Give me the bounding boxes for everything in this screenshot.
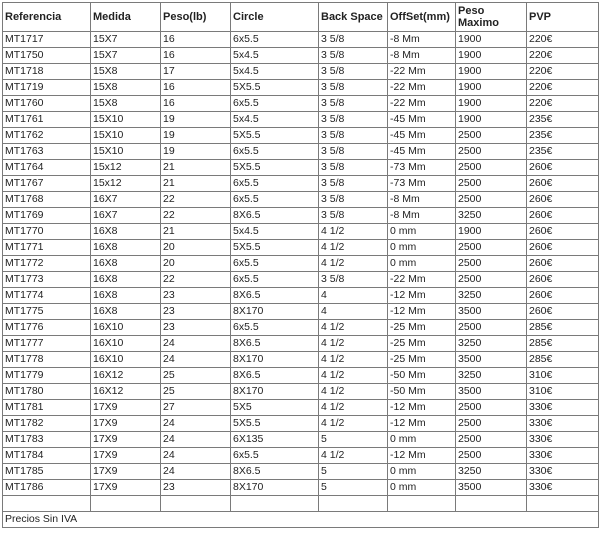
cell-peso-maximo: 2500	[456, 432, 527, 448]
cell-medida: 17X9	[91, 432, 161, 448]
cell-offset: -12 Mm	[388, 416, 456, 432]
cell-pvp: 260€	[527, 272, 599, 288]
cell-back-space: 4 1/2	[319, 416, 388, 432]
cell-circle: 5X5	[231, 400, 319, 416]
cell-pvp: 260€	[527, 304, 599, 320]
cell-peso-maximo: 1900	[456, 64, 527, 80]
cell-peso: 20	[161, 240, 231, 256]
cell-circle: 6x5.5	[231, 176, 319, 192]
cell-back-space: 4 1/2	[319, 224, 388, 240]
cell-peso-maximo: 2500	[456, 416, 527, 432]
table-row	[3, 432, 599, 448]
cell-peso-maximo: 2500	[456, 256, 527, 272]
cell-circle: 5x4.5	[231, 64, 319, 80]
cell-back-space: 4 1/2	[319, 352, 388, 368]
table-row	[3, 224, 599, 240]
cell-circle: 5x4.5	[231, 224, 319, 240]
cell-pvp: 330€	[527, 448, 599, 464]
header-peso: Peso(lb)	[161, 3, 231, 32]
cell-peso: 24	[161, 352, 231, 368]
cell-offset: -8 Mm	[388, 48, 456, 64]
cell-referencia: MT1779	[3, 368, 91, 384]
cell-referencia: MT1771	[3, 240, 91, 256]
table-row	[3, 320, 599, 336]
cell-pvp: 235€	[527, 144, 599, 160]
cell-circle: 8X6.5	[231, 336, 319, 352]
cell-referencia: MT1770	[3, 224, 91, 240]
table-row	[3, 288, 599, 304]
cell-peso-maximo: 3500	[456, 352, 527, 368]
empty-row	[3, 496, 599, 512]
cell-medida: 15X10	[91, 128, 161, 144]
cell-referencia: MT1764	[3, 160, 91, 176]
cell-circle: 6x5.5	[231, 320, 319, 336]
cell-pvp: 235€	[527, 128, 599, 144]
cell-peso-maximo: 2500	[456, 240, 527, 256]
cell-back-space: 4 1/2	[319, 256, 388, 272]
cell-peso-maximo: 3500	[456, 304, 527, 320]
cell-pvp: 330€	[527, 480, 599, 496]
cell-offset: -22 Mm	[388, 96, 456, 112]
cell-referencia: MT1781	[3, 400, 91, 416]
cell-referencia: MT1762	[3, 128, 91, 144]
cell-circle: 6X135	[231, 432, 319, 448]
cell-peso-maximo: 2500	[456, 128, 527, 144]
cell-offset: -22 Mm	[388, 80, 456, 96]
cell-peso-maximo: 2500	[456, 176, 527, 192]
table-row	[3, 80, 599, 96]
cell-circle: 6x5.5	[231, 96, 319, 112]
header-row	[3, 3, 599, 32]
cell-pvp: 260€	[527, 288, 599, 304]
cell-back-space: 4 1/2	[319, 368, 388, 384]
cell-offset: -8 Mm	[388, 208, 456, 224]
cell-peso-maximo: 1900	[456, 224, 527, 240]
cell-back-space: 4 1/2	[319, 384, 388, 400]
cell-circle: 5X5.5	[231, 240, 319, 256]
cell-referencia: MT1718	[3, 64, 91, 80]
cell-pvp: 220€	[527, 80, 599, 96]
cell-offset: 0 mm	[388, 464, 456, 480]
cell-circle: 5X5.5	[231, 128, 319, 144]
cell-peso: 23	[161, 304, 231, 320]
cell-pvp: 260€	[527, 208, 599, 224]
cell-pvp: 220€	[527, 32, 599, 48]
cell-referencia: MT1776	[3, 320, 91, 336]
table-row	[3, 448, 599, 464]
cell-offset: -25 Mm	[388, 352, 456, 368]
cell-peso: 19	[161, 112, 231, 128]
cell-back-space: 5	[319, 464, 388, 480]
cell-circle: 5x4.5	[231, 112, 319, 128]
cell-pvp: 285€	[527, 352, 599, 368]
cell-referencia: MT1763	[3, 144, 91, 160]
table-row	[3, 96, 599, 112]
table-row	[3, 64, 599, 80]
table-row	[3, 144, 599, 160]
empty-cell	[388, 496, 456, 512]
header-circle: Circle	[231, 3, 319, 32]
cell-peso: 22	[161, 272, 231, 288]
header-back-space: Back Space	[319, 3, 388, 32]
cell-back-space: 4 1/2	[319, 336, 388, 352]
table-row	[3, 112, 599, 128]
table-row	[3, 384, 599, 400]
table-row	[3, 416, 599, 432]
cell-medida: 16X10	[91, 336, 161, 352]
table-row	[3, 304, 599, 320]
cell-circle: 6x5.5	[231, 448, 319, 464]
cell-peso: 24	[161, 464, 231, 480]
footnote: Precios Sin IVA	[3, 512, 599, 528]
cell-peso: 19	[161, 128, 231, 144]
cell-peso-maximo: 1900	[456, 48, 527, 64]
cell-back-space: 3 5/8	[319, 176, 388, 192]
cell-peso-maximo: 3500	[456, 480, 527, 496]
cell-referencia: MT1785	[3, 464, 91, 480]
table-row	[3, 368, 599, 384]
cell-circle: 8X170	[231, 384, 319, 400]
cell-circle: 8X170	[231, 352, 319, 368]
cell-peso: 21	[161, 160, 231, 176]
cell-peso-maximo: 2500	[456, 272, 527, 288]
table-row	[3, 480, 599, 496]
cell-offset: -73 Mm	[388, 176, 456, 192]
cell-peso: 20	[161, 256, 231, 272]
table-row	[3, 208, 599, 224]
cell-peso-maximo: 3250	[456, 208, 527, 224]
cell-medida: 16X10	[91, 320, 161, 336]
cell-offset: -12 Mm	[388, 288, 456, 304]
cell-back-space: 3 5/8	[319, 272, 388, 288]
cell-circle: 8X170	[231, 480, 319, 496]
cell-pvp: 260€	[527, 256, 599, 272]
cell-peso-maximo: 2500	[456, 192, 527, 208]
cell-pvp: 260€	[527, 176, 599, 192]
cell-circle: 8X6.5	[231, 208, 319, 224]
cell-medida: 16X7	[91, 208, 161, 224]
cell-peso: 24	[161, 336, 231, 352]
cell-offset: -45 Mm	[388, 144, 456, 160]
empty-cell	[319, 496, 388, 512]
cell-peso-maximo: 2500	[456, 320, 527, 336]
cell-referencia: MT1774	[3, 288, 91, 304]
cell-medida: 15X8	[91, 64, 161, 80]
cell-medida: 15X7	[91, 32, 161, 48]
cell-referencia: MT1760	[3, 96, 91, 112]
cell-referencia: MT1784	[3, 448, 91, 464]
cell-referencia: MT1777	[3, 336, 91, 352]
cell-offset: -12 Mm	[388, 400, 456, 416]
table-row	[3, 464, 599, 480]
table-row	[3, 48, 599, 64]
table-row	[3, 256, 599, 272]
cell-back-space: 4	[319, 288, 388, 304]
cell-peso: 19	[161, 144, 231, 160]
cell-peso: 21	[161, 176, 231, 192]
cell-medida: 16X10	[91, 352, 161, 368]
cell-medida: 17X9	[91, 464, 161, 480]
cell-offset: -8 Mm	[388, 32, 456, 48]
cell-medida: 15X7	[91, 48, 161, 64]
cell-offset: -22 Mm	[388, 272, 456, 288]
cell-offset: -25 Mm	[388, 336, 456, 352]
cell-pvp: 260€	[527, 192, 599, 208]
cell-peso: 25	[161, 368, 231, 384]
cell-peso: 16	[161, 48, 231, 64]
footnote-row	[3, 512, 599, 528]
cell-offset: -8 Mm	[388, 192, 456, 208]
cell-circle: 8X6.5	[231, 464, 319, 480]
cell-medida: 16X8	[91, 224, 161, 240]
cell-peso-maximo: 3250	[456, 336, 527, 352]
cell-pvp: 260€	[527, 224, 599, 240]
cell-offset: -45 Mm	[388, 128, 456, 144]
cell-medida: 16X8	[91, 272, 161, 288]
cell-peso: 27	[161, 400, 231, 416]
cell-referencia: MT1761	[3, 112, 91, 128]
cell-referencia: MT1775	[3, 304, 91, 320]
cell-peso-maximo: 2500	[456, 160, 527, 176]
cell-medida: 16X12	[91, 384, 161, 400]
table-row	[3, 176, 599, 192]
cell-back-space: 3 5/8	[319, 96, 388, 112]
cell-medida: 15X10	[91, 144, 161, 160]
cell-medida: 15X8	[91, 80, 161, 96]
cell-referencia: MT1768	[3, 192, 91, 208]
cell-pvp: 330€	[527, 464, 599, 480]
cell-peso: 24	[161, 416, 231, 432]
empty-cell	[456, 496, 527, 512]
cell-medida: 16X8	[91, 240, 161, 256]
header-referencia: Referencia	[3, 3, 91, 32]
cell-peso-maximo: 1900	[456, 96, 527, 112]
cell-circle: 6x5.5	[231, 144, 319, 160]
cell-peso-maximo: 2500	[456, 400, 527, 416]
cell-peso: 24	[161, 432, 231, 448]
cell-peso: 22	[161, 208, 231, 224]
cell-referencia: MT1780	[3, 384, 91, 400]
cell-peso-maximo: 3500	[456, 384, 527, 400]
cell-offset: 0 mm	[388, 256, 456, 272]
cell-peso-maximo: 2500	[456, 144, 527, 160]
cell-offset: -45 Mm	[388, 112, 456, 128]
cell-offset: 0 mm	[388, 432, 456, 448]
cell-medida: 15X10	[91, 112, 161, 128]
table-row	[3, 128, 599, 144]
cell-circle: 6x5.5	[231, 192, 319, 208]
header-peso-maximo: Peso Maximo	[456, 3, 527, 32]
cell-peso-maximo: 2500	[456, 448, 527, 464]
cell-peso: 21	[161, 224, 231, 240]
cell-offset: 0 mm	[388, 224, 456, 240]
table-row	[3, 160, 599, 176]
table-row	[3, 400, 599, 416]
cell-referencia: MT1773	[3, 272, 91, 288]
cell-back-space: 5	[319, 480, 388, 496]
cell-peso-maximo: 1900	[456, 80, 527, 96]
cell-pvp: 220€	[527, 48, 599, 64]
empty-cell	[91, 496, 161, 512]
cell-circle: 5x4.5	[231, 48, 319, 64]
cell-back-space: 4	[319, 304, 388, 320]
cell-back-space: 3 5/8	[319, 80, 388, 96]
cell-peso-maximo: 1900	[456, 112, 527, 128]
cell-circle: 5X5.5	[231, 416, 319, 432]
cell-referencia: MT1772	[3, 256, 91, 272]
cell-back-space: 3 5/8	[319, 160, 388, 176]
cell-peso: 24	[161, 448, 231, 464]
cell-peso: 25	[161, 384, 231, 400]
cell-pvp: 220€	[527, 96, 599, 112]
cell-medida: 15x12	[91, 160, 161, 176]
table-row	[3, 352, 599, 368]
cell-back-space: 3 5/8	[319, 144, 388, 160]
cell-referencia: MT1719	[3, 80, 91, 96]
cell-peso-maximo: 3250	[456, 464, 527, 480]
cell-offset: -50 Mm	[388, 368, 456, 384]
cell-peso: 22	[161, 192, 231, 208]
cell-referencia: MT1769	[3, 208, 91, 224]
cell-circle: 6x5.5	[231, 272, 319, 288]
cell-medida: 17X9	[91, 416, 161, 432]
cell-back-space: 3 5/8	[319, 32, 388, 48]
header-pvp: PVP	[527, 3, 599, 32]
cell-offset: -22 Mm	[388, 64, 456, 80]
cell-back-space: 4 1/2	[319, 240, 388, 256]
cell-offset: -25 Mm	[388, 320, 456, 336]
cell-circle: 5X5.5	[231, 80, 319, 96]
table-row	[3, 336, 599, 352]
cell-pvp: 260€	[527, 240, 599, 256]
cell-medida: 17X9	[91, 480, 161, 496]
cell-medida: 16X12	[91, 368, 161, 384]
cell-referencia: MT1786	[3, 480, 91, 496]
cell-circle: 8X170	[231, 304, 319, 320]
table-row	[3, 32, 599, 48]
cell-medida: 16X8	[91, 304, 161, 320]
cell-peso-maximo: 3250	[456, 288, 527, 304]
cell-medida: 15x12	[91, 176, 161, 192]
cell-back-space: 3 5/8	[319, 192, 388, 208]
cell-back-space: 5	[319, 432, 388, 448]
empty-cell	[3, 496, 91, 512]
cell-offset: -50 Mm	[388, 384, 456, 400]
cell-medida: 17X9	[91, 448, 161, 464]
cell-back-space: 3 5/8	[319, 208, 388, 224]
cell-peso: 16	[161, 32, 231, 48]
price-table	[2, 2, 599, 528]
cell-back-space: 3 5/8	[319, 128, 388, 144]
cell-medida: 15X8	[91, 96, 161, 112]
cell-referencia: MT1767	[3, 176, 91, 192]
cell-medida: 16X7	[91, 192, 161, 208]
cell-circle: 8X6.5	[231, 368, 319, 384]
cell-medida: 16X8	[91, 288, 161, 304]
cell-back-space: 4 1/2	[319, 320, 388, 336]
cell-back-space: 4 1/2	[319, 400, 388, 416]
cell-peso-maximo: 1900	[456, 32, 527, 48]
cell-peso: 23	[161, 320, 231, 336]
cell-pvp: 330€	[527, 432, 599, 448]
cell-pvp: 330€	[527, 416, 599, 432]
cell-back-space: 4 1/2	[319, 448, 388, 464]
cell-back-space: 3 5/8	[319, 64, 388, 80]
cell-pvp: 220€	[527, 64, 599, 80]
cell-back-space: 3 5/8	[319, 112, 388, 128]
cell-pvp: 310€	[527, 368, 599, 384]
header-offset: OffSet(mm)	[388, 3, 456, 32]
cell-offset: -12 Mm	[388, 304, 456, 320]
cell-peso: 16	[161, 96, 231, 112]
cell-back-space: 3 5/8	[319, 48, 388, 64]
cell-pvp: 260€	[527, 160, 599, 176]
cell-offset: 0 mm	[388, 480, 456, 496]
cell-offset: 0 mm	[388, 240, 456, 256]
cell-pvp: 285€	[527, 336, 599, 352]
cell-circle: 6x5.5	[231, 32, 319, 48]
cell-offset: -73 Mm	[388, 160, 456, 176]
cell-peso: 17	[161, 64, 231, 80]
cell-referencia: MT1783	[3, 432, 91, 448]
cell-pvp: 310€	[527, 384, 599, 400]
cell-offset: -12 Mm	[388, 448, 456, 464]
cell-circle: 8X6.5	[231, 288, 319, 304]
cell-peso: 23	[161, 288, 231, 304]
table-row	[3, 192, 599, 208]
cell-circle: 6x5.5	[231, 256, 319, 272]
cell-referencia: MT1717	[3, 32, 91, 48]
empty-cell	[231, 496, 319, 512]
cell-medida: 16X8	[91, 256, 161, 272]
table-row	[3, 272, 599, 288]
empty-cell	[161, 496, 231, 512]
header-medida: Medida	[91, 3, 161, 32]
cell-peso: 23	[161, 480, 231, 496]
cell-pvp: 235€	[527, 112, 599, 128]
cell-referencia: MT1750	[3, 48, 91, 64]
cell-referencia: MT1778	[3, 352, 91, 368]
table-body	[3, 32, 599, 528]
cell-pvp: 330€	[527, 400, 599, 416]
cell-pvp: 285€	[527, 320, 599, 336]
cell-peso-maximo: 3250	[456, 368, 527, 384]
empty-cell	[527, 496, 599, 512]
table-row	[3, 240, 599, 256]
cell-referencia: MT1782	[3, 416, 91, 432]
cell-medida: 17X9	[91, 400, 161, 416]
cell-peso: 16	[161, 80, 231, 96]
cell-circle: 5X5.5	[231, 160, 319, 176]
